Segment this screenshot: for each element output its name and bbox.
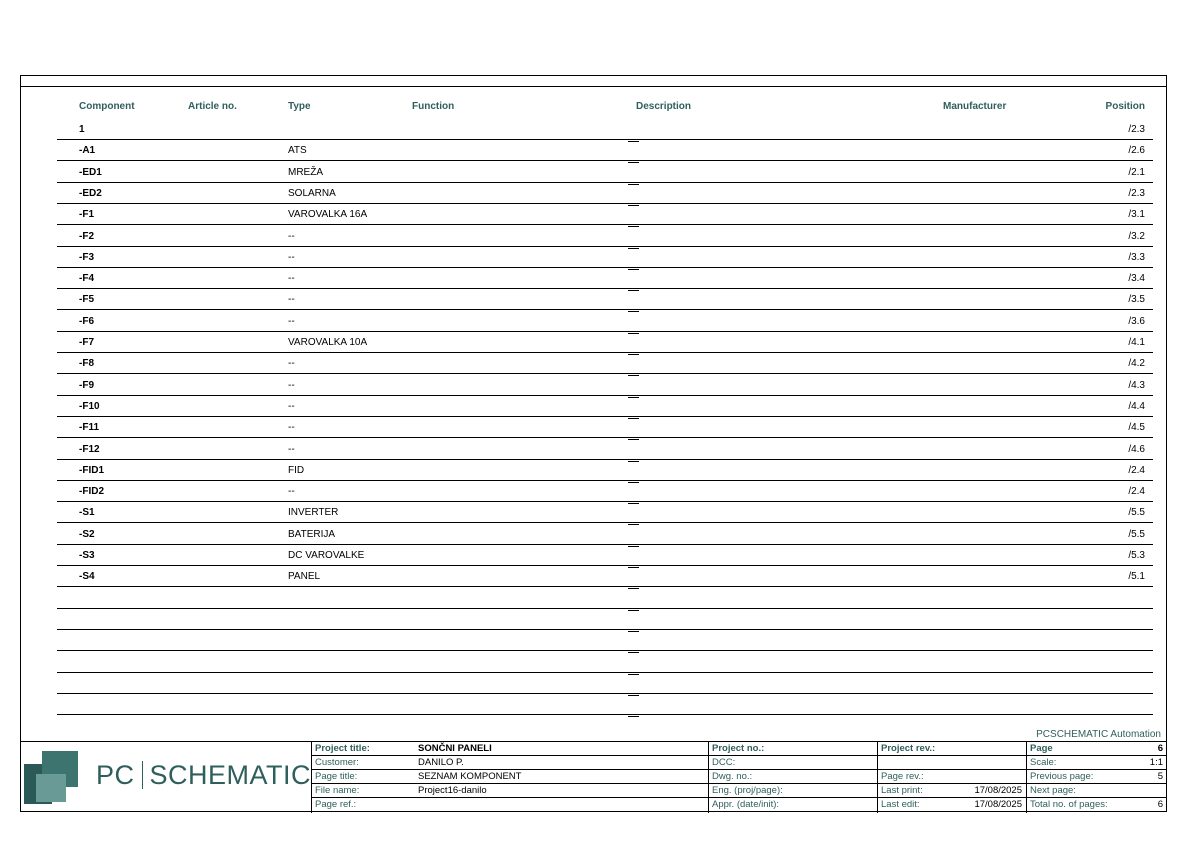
cell-type: FID xyxy=(288,464,305,476)
company-logo xyxy=(20,742,312,812)
cell-position: /2.3 xyxy=(1128,124,1145,135)
table-row xyxy=(57,460,1153,481)
cell-type: -- xyxy=(288,358,295,370)
title-block-pages xyxy=(1026,742,1167,813)
cell-type: -- xyxy=(288,230,295,242)
cell-type: -- xyxy=(288,273,295,285)
header-component: Component xyxy=(79,101,135,112)
last-edit-value: 17/08/2025 xyxy=(974,799,1022,810)
file-name-value: Project16-danilo xyxy=(418,785,487,796)
project-rev-label: Project rev.: xyxy=(881,743,936,754)
dcc-label: DCC: xyxy=(712,757,736,768)
table-row xyxy=(57,396,1153,417)
next-page-label: Next page: xyxy=(1030,785,1076,796)
cell-component: -F11 xyxy=(79,422,100,434)
cell-component: -FID1 xyxy=(79,464,104,476)
cell-component: -F9 xyxy=(79,379,94,391)
row-divider-tick xyxy=(628,716,639,717)
frame-top-rule xyxy=(20,86,1167,87)
cell-component: -FID2 xyxy=(79,486,104,498)
header-position: Position xyxy=(1105,101,1145,112)
table-row xyxy=(57,694,1153,715)
cell-position: /5.5 xyxy=(1128,528,1145,540)
cell-component: -ED1 xyxy=(79,166,102,178)
appr-label: Appr. (date/init): xyxy=(712,799,780,810)
page-ref-label: Page ref.: xyxy=(315,799,357,810)
cell-position: /5.3 xyxy=(1128,550,1145,561)
cell-component: -F4 xyxy=(79,273,94,285)
header-article-no: Article no. xyxy=(188,101,237,112)
cell-position: /4.6 xyxy=(1128,443,1145,455)
cell-position: /4.2 xyxy=(1128,358,1145,370)
cell-component: -S4 xyxy=(79,571,95,583)
cell-position: /3.3 xyxy=(1128,251,1145,263)
table-row xyxy=(57,289,1153,310)
cell-type: DC VAROVALKE xyxy=(288,550,365,561)
cell-type: -- xyxy=(288,379,295,391)
cell-type: -- xyxy=(288,315,295,327)
page-rev-label: Page rev.: xyxy=(881,771,924,782)
table-row xyxy=(57,588,1153,609)
last-print-value: 17/08/2025 xyxy=(974,785,1022,796)
page-label: Page xyxy=(1030,743,1053,754)
last-edit-label: Last edit: xyxy=(881,799,920,810)
cell-position: /4.3 xyxy=(1128,379,1145,391)
cell-component: -S1 xyxy=(79,507,95,519)
scale-value: 1:1 xyxy=(1149,757,1163,768)
total-pages-label: Total no. of pages: xyxy=(1030,799,1108,810)
table-row xyxy=(57,609,1153,630)
table-row xyxy=(57,226,1153,247)
cell-position: /2.3 xyxy=(1128,187,1145,199)
cell-position: /3.4 xyxy=(1128,273,1145,285)
cell-component: -S3 xyxy=(79,550,95,561)
table-row xyxy=(57,545,1153,566)
page-value: 6 xyxy=(1157,743,1163,754)
cell-position: /4.5 xyxy=(1128,422,1145,434)
previous-page-value: 5 xyxy=(1157,771,1163,782)
cell-component: -A1 xyxy=(79,145,96,157)
cell-component: -F10 xyxy=(79,400,100,412)
table-row xyxy=(57,353,1153,374)
cell-position: /5.1 xyxy=(1128,571,1145,583)
cell-type: INVERTER xyxy=(288,507,339,519)
table-row xyxy=(57,502,1153,523)
cell-position: /3.5 xyxy=(1128,294,1145,306)
cell-position: /2.4 xyxy=(1128,464,1145,476)
cell-position: /5.5 xyxy=(1128,507,1145,519)
eng-label: Eng. (proj/page): xyxy=(712,785,783,796)
cell-position: /4.1 xyxy=(1128,337,1145,348)
table-row xyxy=(57,481,1153,502)
title-block-project xyxy=(311,742,708,813)
table-row xyxy=(57,630,1153,651)
table-row xyxy=(57,162,1153,183)
table-row xyxy=(57,119,1153,140)
cell-position: /4.4 xyxy=(1128,400,1145,412)
title-block-project-no xyxy=(708,742,877,813)
cell-component: -S2 xyxy=(79,528,95,540)
cell-component: -ED2 xyxy=(79,187,102,199)
table-row xyxy=(57,311,1153,332)
cell-component: -F8 xyxy=(79,358,94,370)
cell-component: -F2 xyxy=(79,230,94,242)
cell-type: SOLARNA xyxy=(288,187,336,199)
last-print-label: Last print: xyxy=(881,785,923,796)
project-title-value: SONČNI PANELI xyxy=(418,743,492,754)
dwg-no-label: Dwg. no.: xyxy=(712,771,753,782)
project-title-label: Project title: xyxy=(315,743,370,754)
page-title-value: SEZNAM KOMPONENT xyxy=(418,771,522,782)
cell-type: BATERIJA xyxy=(288,528,336,540)
header-description: Description xyxy=(636,101,692,112)
cell-type: -- xyxy=(288,422,295,434)
cell-position: /3.6 xyxy=(1128,315,1145,327)
previous-page-label: Previous page: xyxy=(1030,771,1094,782)
cell-position: /2.1 xyxy=(1128,166,1145,178)
cell-type: MREŽA xyxy=(288,166,323,178)
table-row xyxy=(57,375,1153,396)
cell-type: PANEL xyxy=(288,571,321,583)
header-function: Function xyxy=(412,101,455,112)
logo-text-right: SCHEMATIC xyxy=(149,760,312,790)
customer-value: DANILO P. xyxy=(418,757,464,768)
table-row xyxy=(57,183,1153,204)
cell-component: -F7 xyxy=(79,337,94,348)
cell-position: /3.2 xyxy=(1128,230,1145,242)
cell-type: VAROVALKA 16A xyxy=(288,209,368,221)
scale-label: Scale: xyxy=(1030,757,1057,768)
cell-component: -F1 xyxy=(79,209,94,221)
table-row xyxy=(57,673,1153,694)
cell-type: -- xyxy=(288,400,295,412)
cell-component: -F6 xyxy=(79,315,94,327)
table-row xyxy=(57,439,1153,460)
cell-component: -F12 xyxy=(79,443,100,455)
cell-type: -- xyxy=(288,251,295,263)
table-row xyxy=(57,524,1153,545)
logo-divider xyxy=(142,761,143,789)
brand-label: PCSCHEMATIC Automation xyxy=(1036,729,1161,740)
cell-type: -- xyxy=(288,486,295,498)
logo-square-light xyxy=(36,774,66,802)
cell-component: 1 xyxy=(79,124,85,135)
title-block xyxy=(20,741,1167,812)
logo-wordmark xyxy=(96,760,311,791)
table-row xyxy=(57,652,1153,673)
header-type: Type xyxy=(288,101,311,112)
title-block-revision xyxy=(877,742,1026,813)
cell-type: -- xyxy=(288,443,295,455)
table-row xyxy=(57,417,1153,438)
table-row xyxy=(57,204,1153,225)
customer-label: Customer: xyxy=(315,757,359,768)
cell-component: -F5 xyxy=(79,294,94,306)
table-row xyxy=(57,332,1153,353)
cell-type: VAROVALKA 10A xyxy=(288,337,368,348)
page-title-label: Page title: xyxy=(315,771,358,782)
cell-position: /3.1 xyxy=(1128,209,1145,221)
cell-position: /2.6 xyxy=(1128,145,1145,157)
file-name-label: File name: xyxy=(315,785,360,796)
table-row xyxy=(57,268,1153,289)
cell-type: ATS xyxy=(288,145,307,157)
cell-component: -F3 xyxy=(79,251,94,263)
table-row xyxy=(57,140,1153,161)
logo-text-left: PC xyxy=(96,760,135,790)
table-row xyxy=(57,247,1153,268)
total-pages-value: 6 xyxy=(1157,799,1163,810)
project-no-label: Project no.: xyxy=(712,743,765,754)
cell-position: /2.4 xyxy=(1128,486,1145,498)
header-manufacturer: Manufacturer xyxy=(943,101,1007,112)
cell-type: -- xyxy=(288,294,295,306)
table-row xyxy=(57,566,1153,587)
